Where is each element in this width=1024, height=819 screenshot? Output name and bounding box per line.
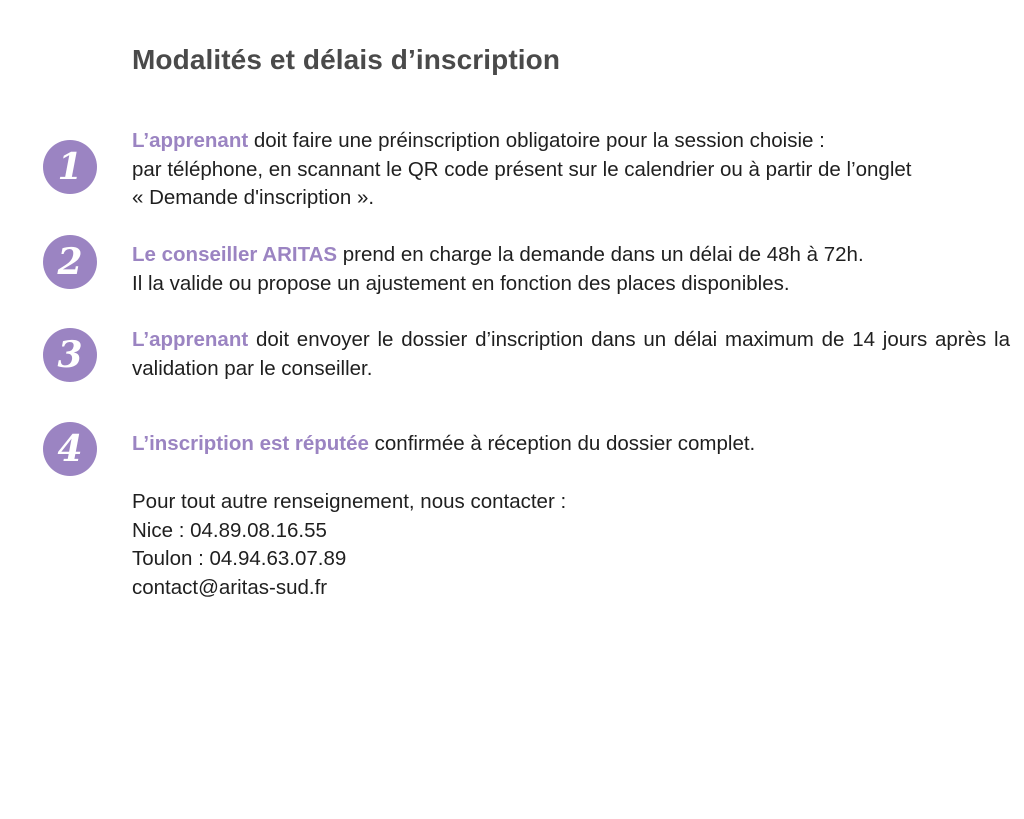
contact-phone-toulon: Toulon : 04.94.63.07.89 xyxy=(132,547,347,570)
step-2-line-1 xyxy=(132,241,1010,270)
step-2-line-2: Il la valide ou propose un ajustement en fonction des places disponibles. xyxy=(132,271,790,295)
page-title: Modalités et délais d’inscription xyxy=(132,44,561,75)
step-2-line-1-text: prend en charge la demande dans un délai de 48h à 72h. xyxy=(337,243,864,266)
step-1-line-3: « Demande d'inscription ». xyxy=(132,186,375,209)
step-1-text xyxy=(132,127,1010,213)
step-number-3-badge: 3 xyxy=(43,328,97,382)
step-4-line-1-text: confirmée à réception du dossier complet. xyxy=(368,432,756,455)
contact-intro: Pour tout autre renseignement, nous contacter : xyxy=(132,490,567,513)
step-1-line-1-text: doit faire une préinscription obligatoire pour la session choisie : xyxy=(248,129,825,152)
step-1-line-2: par téléphone, en scannant le QR code présent sur le calendrier ou à partir de l’onglet xyxy=(132,157,912,181)
step-3-text xyxy=(132,326,1010,383)
step-number-1-badge: 1 xyxy=(43,140,97,194)
step-4-highlight: L’inscription est réputée xyxy=(132,432,369,455)
contact-phone-nice: Nice : 04.89.08.16.55 xyxy=(132,518,327,542)
step-4-text xyxy=(132,430,1010,459)
step-4-line-1 xyxy=(132,430,1010,459)
step-1-line-1 xyxy=(132,127,1010,156)
step-number-2-badge: 2 xyxy=(43,235,97,289)
step-3-highlight: L’apprenant xyxy=(132,328,249,351)
step-number-4-badge: 4 xyxy=(43,422,97,476)
step-2-text xyxy=(132,241,1010,298)
step-3-body: doit envoyer le dossier d’inscription dans un délai maximum de 14 jours après la validation par le conseiller. xyxy=(132,328,1010,380)
step-2-highlight: Le conseiller ARITAS xyxy=(132,243,338,266)
contact-block xyxy=(132,488,566,602)
contact-email[interactable]: contact@aritas-sud.fr xyxy=(132,575,328,599)
step-1-highlight: L’apprenant xyxy=(132,129,249,152)
